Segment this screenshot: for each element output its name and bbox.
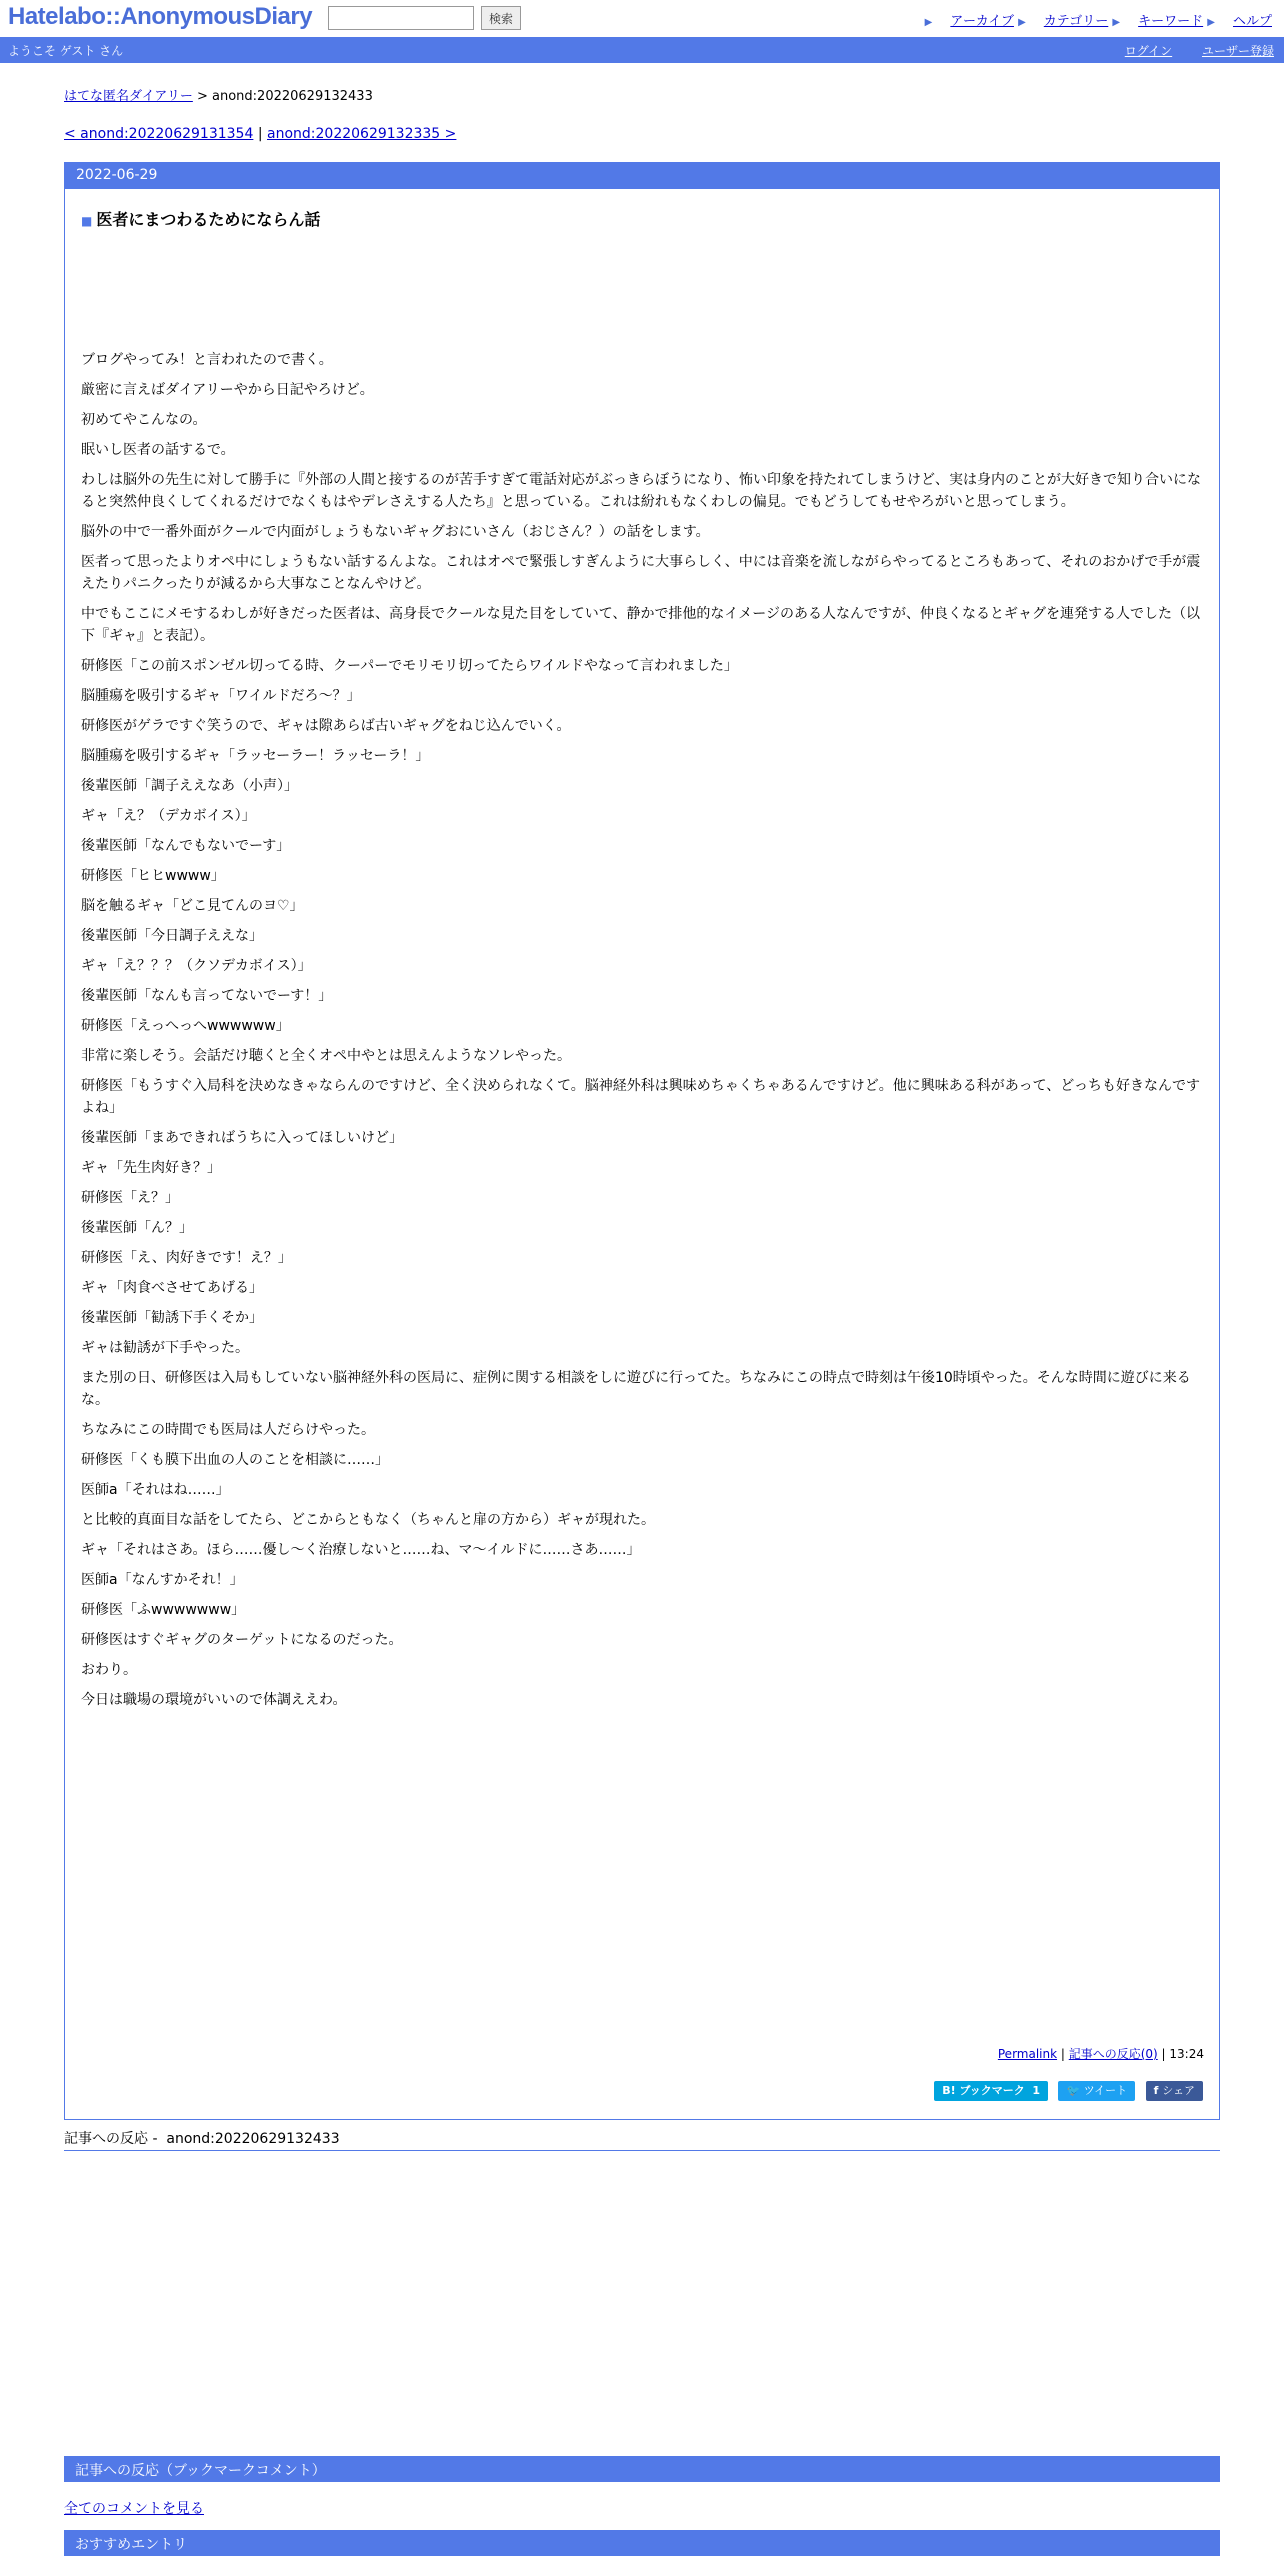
breadcrumb-current: anond:20220629132433	[212, 89, 373, 104]
breadcrumb-separator: >	[192, 89, 213, 104]
entry-paragraph: 脳腫瘍を吸引するギャ「ラッセーラー！ラッセーラ！」	[81, 748, 430, 764]
entry-paragraph: 脳腫瘍を吸引するギャ「ワイルドだろ〜？」	[81, 688, 361, 704]
keyword-link[interactable]: キーワード	[1138, 14, 1204, 29]
nav-divider: |	[253, 126, 268, 142]
entry-body	[81, 349, 1203, 1711]
entry-paragraph: 後輩医師「まあできればうちに入ってほしいけど」	[81, 1130, 403, 1146]
entry-paragraph: ギャ「先生肉好き？」	[81, 1160, 221, 1176]
entry-paragraph: 後輩医師「調子ええなあ（小声）」	[81, 778, 298, 794]
welcome-bar	[0, 37, 1284, 63]
entry-paragraph: ギャは勧誘が下手やった。	[81, 1340, 249, 1356]
entry-paragraph: 研修医「え？」	[81, 1190, 179, 1206]
entry-title-text: 医者にまつわるためにならん話	[96, 210, 321, 229]
permalink-link[interactable]: Permalink	[997, 2047, 1058, 2061]
share-label: シェア	[1162, 2084, 1195, 2097]
entry-paragraph: 後輩医師「ん？」	[81, 1220, 193, 1236]
tweet-label: ツイート	[1083, 2084, 1128, 2097]
meta-separator: |	[1057, 2047, 1069, 2061]
entry-paragraph: ギャ「それはさあ。ほら……優し〜く治療しないと……ね、マ〜イルドに……さあ……」	[81, 1542, 641, 1558]
arrow-icon: ▶	[1112, 17, 1121, 28]
breadcrumb	[64, 85, 373, 104]
entry-paragraph: 研修医はすぐギャグのターゲットになるのだった。	[81, 1632, 403, 1648]
entry-paragraph: 研修医がゲラですぐ笑うので、ギャは隙あらば古いギャグをねじ込んでいく。	[81, 718, 571, 734]
top-nav	[925, 10, 1272, 29]
entry-paragraph: 研修医「ヒヒwwww」	[81, 868, 225, 884]
entry-paragraph: 今日は職場の環境がいいので体調ええわ。	[81, 1692, 347, 1708]
entry-paragraph: 初めてやこんなの。	[81, 412, 207, 428]
prev-entry-link[interactable]: < anond:20220629131354	[64, 126, 254, 142]
search-input[interactable]	[328, 6, 474, 30]
hatena-bookmark-button[interactable]: B! ブックマーク 1	[934, 2081, 1048, 2101]
reactions-link[interactable]: 記事への反応(0)	[1068, 2047, 1158, 2061]
entry-paragraph: ギャ「え？（デカボイス）」	[81, 808, 256, 824]
all-comments-link[interactable]: 全てのコメントを見る	[64, 2501, 204, 2517]
recommended-header: おすすめエントリ	[64, 2530, 1220, 2556]
category-link[interactable]: カテゴリー	[1043, 14, 1109, 29]
entry-paragraph: 医者って思ったよりオペ中にしょうもない話するんよな。これはオペで緊張しすぎんように大事らしく、中には音楽を流しながらやってるところもあって、それのおかげで手が震えたりパニクったりが減るから大事なことなんやけど。	[81, 554, 1201, 592]
keyword-link-group	[1112, 14, 1203, 29]
entry-paragraph: 脳を触るギャ「どこ見てんのヨ♡」	[81, 898, 304, 914]
entry-paragraph: 後輩医師「なんも言ってないでーす！」	[81, 988, 333, 1004]
entry-paragraph: 後輩医師「勧誘下手くそか」	[81, 1310, 263, 1326]
arrow-icon: ▶	[924, 17, 933, 28]
entry-paragraph: 脳外の中で一番外面がクールで内面がしょうもないギャグおにいさん（おじさん？）の話をします。	[81, 524, 710, 540]
entry-paragraph: 眠いし医者の話するで。	[81, 442, 235, 458]
entry-paragraph: 後輩医師「なんでもないでーす」	[81, 838, 291, 854]
welcome-text: ようこそ ゲスト さん	[8, 44, 124, 58]
entry-paragraph: 非常に楽しそう。会話だけ聴くと全くオペ中やとは思えんようなソレやった。	[81, 1048, 571, 1064]
search-button[interactable]: 検索	[481, 6, 521, 30]
entry-paragraph: わしは脳外の先生に対して勝手に『外部の人間と接するのが苦手すぎて電話対応がぶっきらぼうになり、怖い印象を持たれてしまうけど、実は身内のことが大好きで知り合いになると突然仲良くしてくれるだけでなくもはやデレさえする人たち』と思っている。これは紛れもなくわしの偏見。でもどうしてもせやろがいと思ってしまう。	[81, 472, 1201, 510]
meta-separator: |	[1157, 2047, 1170, 2061]
archive-link-group	[925, 14, 1014, 29]
entry-paragraph: 研修医「え、肉好きです！え？」	[81, 1250, 292, 1266]
all-comments	[64, 2498, 204, 2518]
entry-paragraph: おわり。	[81, 1662, 137, 1678]
entry-paragraph: また別の日、研修医は入局もしていない脳神経外科の医局に、症例に関する相談をしに遊びに行ってた。ちなみにこの時点で時刻は午後10時頃やった。そんな時間に遊びに来るな。	[81, 1370, 1191, 1408]
facebook-share-button[interactable]	[1146, 2081, 1203, 2101]
login-link[interactable]: ログイン	[1124, 44, 1173, 58]
user-links	[1099, 42, 1274, 59]
diary-entry	[64, 162, 1220, 2120]
entry-paragraph: ブログやってみ！と言われたので書く。	[81, 352, 333, 368]
site-logo[interactable]: Hatelabo::AnonymousDiary	[8, 3, 313, 30]
site-header	[0, 0, 1284, 36]
entry-paragraph: ギャ「え？？？（クソデカボイス）」	[81, 958, 312, 974]
entry-paragraph: 厳密に言えばダイアリーやから日記やろけど。	[81, 382, 374, 398]
entry-paragraph: 後輩医師「今日調子ええな」	[81, 928, 263, 944]
entry-paragraph: 医師a「それはね……」	[81, 1482, 230, 1498]
help-link-group	[1207, 14, 1272, 29]
twitter-icon: 🐦	[1066, 2084, 1084, 2097]
help-link[interactable]: ヘルプ	[1232, 14, 1272, 29]
entry-paragraph: ちなみにこの時間でも医局は人だらけやった。	[81, 1422, 375, 1438]
entry-paragraph: 研修医「えっへっへwwwwww」	[81, 1018, 290, 1034]
arrow-icon: ▶	[1207, 17, 1215, 28]
entry-paragraph: 中でもここにメモするわしが好きだった医者は、高身長でクールな見た目をしていて、静かで排他的なイメージのある人なんですが、仲良くなるとギャグを連発する人でした（以下『ギャ』と表記）。	[81, 606, 1201, 644]
entry-meta	[998, 2045, 1204, 2062]
entry-paragraph: 医師a「なんすかそれ！」	[81, 1572, 244, 1588]
entry-title	[81, 207, 1203, 230]
entry-paragraph: 研修医「ふwwwwwww」	[81, 1602, 246, 1618]
entry-paragraph: 研修医「くも膜下出血の人のことを相談に……」	[81, 1452, 389, 1468]
share-buttons	[928, 2081, 1203, 2101]
entry-section	[65, 207, 1219, 1711]
tweet-button[interactable]	[1058, 2081, 1135, 2101]
entry-paragraph: ギャ「肉食べさせてあげる」	[81, 1280, 263, 1296]
entry-bullet-link[interactable]: ■	[81, 214, 93, 228]
archive-link[interactable]: アーカイブ	[950, 14, 1014, 29]
entry-date: 2022-06-29	[65, 163, 1219, 189]
register-link[interactable]: ユーザー登録	[1201, 44, 1274, 58]
breadcrumb-home-link[interactable]: はてな匿名ダイアリー	[64, 89, 193, 104]
facebook-icon: f	[1153, 2084, 1163, 2097]
entry-time: 13:24	[1169, 2047, 1204, 2061]
category-link-group	[1018, 14, 1108, 29]
reactions-title: 記事への反応 - anond:20220629132433	[64, 2128, 1220, 2151]
arrow-icon: ▶	[1018, 17, 1026, 28]
entry-paragraph: と比較的真面目な話をしてたら、どこからともなく（ちゃんと扉の方から）ギャが現れた。	[81, 1512, 655, 1528]
bookmark-comments-header: 記事への反応（ブックマークコメント）	[64, 2456, 1220, 2482]
entry-nav	[64, 126, 456, 142]
entry-paragraph: 研修医「もうすぐ入局科を決めなきゃならんのですけど、全く決められなくて。脳神経外科は興味めちゃくちゃあるんですけど。他に興味ある科があって、どっちも好きなんですよね」	[81, 1078, 1201, 1116]
entry-paragraph: 研修医「この前スポンゼル切ってる時、クーパーでモリモリ切ってたらワイルドやなって言われました」	[81, 658, 738, 674]
next-entry-link[interactable]: anond:20220629132335 >	[267, 126, 457, 142]
